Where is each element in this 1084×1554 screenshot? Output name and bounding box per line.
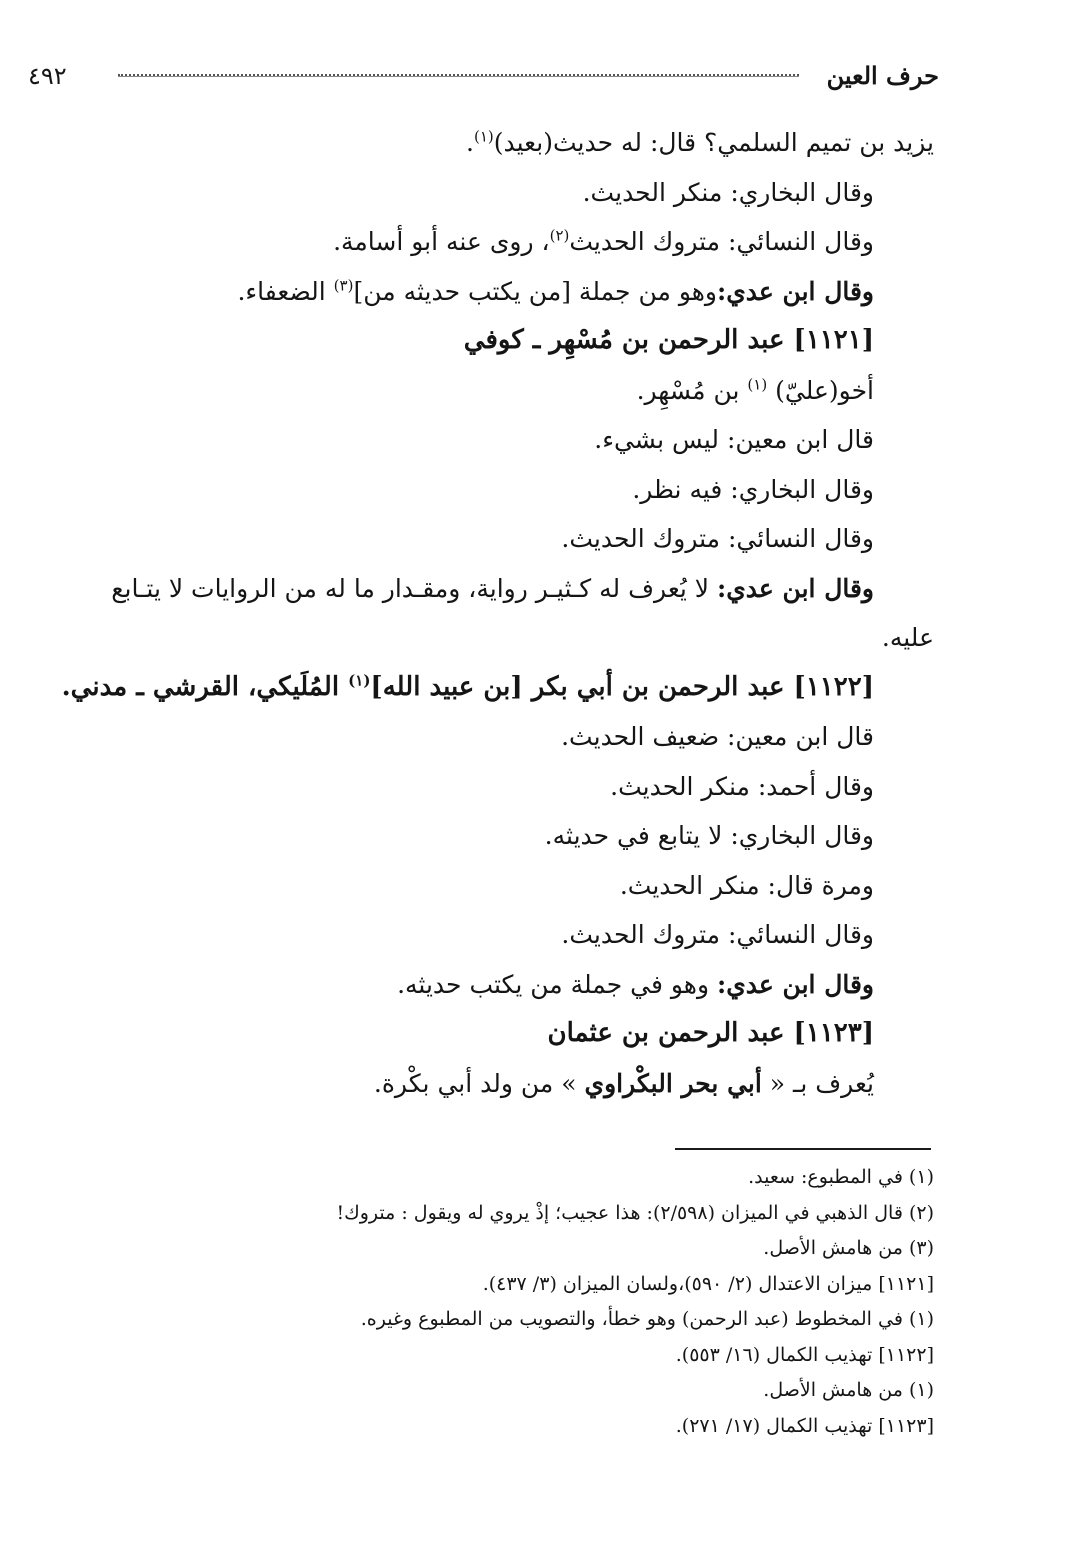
text-line xyxy=(54,811,934,861)
text-line xyxy=(54,910,934,960)
entry-heading-1123 xyxy=(54,1009,934,1059)
footnote: (٢) قال الذهبي في الميزان (٢/٥٩٨): هذا عجيب؛ إذْ يروي له ويقول : متروك! xyxy=(336,1201,934,1224)
line-text: وقال البخاري: منكر الحديث. xyxy=(582,177,874,207)
footnote-marker: (٢) xyxy=(549,226,570,245)
text-line xyxy=(54,514,934,564)
footnote: (١) في المطبوع: سعيد. xyxy=(748,1166,934,1188)
line-text: يُعرف بـ « xyxy=(761,1068,874,1098)
line-text: لا يُعرف له كـثيـر رواية، ومقـدار ما له من الروايات لا يتـابع xyxy=(111,573,718,603)
text-line xyxy=(54,415,934,465)
line-text: قال ابن معين: ضعيف الحديث. xyxy=(561,722,874,751)
footnote: (١) في المخطوط (عبد الرحمن) وهو خطأ، والتصويب من المطبوع وغيره. xyxy=(360,1308,934,1330)
line-text: وقال النسائي: متروك الحديث xyxy=(569,227,874,256)
line-text: بن مُسْهِر. xyxy=(636,375,748,405)
text-line xyxy=(54,118,934,168)
line-text: قال ابن معين: ليس بشيء. xyxy=(594,425,874,454)
line-text: يزيد بن تميم السلمي؟ قال: له حديث(بعيد) xyxy=(493,128,934,157)
footnote-marker: (١) xyxy=(348,670,371,689)
entry-heading-1122 xyxy=(54,663,934,713)
line-text: ، روى عنه أبو أسامة. xyxy=(333,227,550,256)
text-line xyxy=(54,712,934,762)
footnote-separator xyxy=(675,1148,931,1150)
footnote-marker: (٣) xyxy=(333,276,354,295)
text-line xyxy=(54,267,934,317)
line-text: أخو(عليّ) xyxy=(767,375,874,405)
footnote-marker: (١) xyxy=(747,375,768,394)
text-line xyxy=(54,366,934,416)
text-line xyxy=(54,465,934,515)
text-line xyxy=(54,1059,934,1109)
speaker-label: وقال ابن عدي: xyxy=(717,276,874,306)
footnote: (٣) من هامش الأصل. xyxy=(763,1237,934,1259)
entry-number: [١١٢٢] xyxy=(793,671,874,702)
line-text: عليه. xyxy=(881,623,934,652)
text-line xyxy=(54,762,934,812)
entry-name: عبد الرحمن بن أبي بكر [بن عبيد الله] xyxy=(370,671,794,702)
footnote: (١) من هامش الأصل. xyxy=(763,1379,934,1401)
line-text: وهو في جملة من يكتب حديثه. xyxy=(397,969,718,999)
header-rule xyxy=(118,74,799,77)
text-line xyxy=(54,861,934,911)
line-text: وهو من جملة [من يكتب حديثه من] xyxy=(353,276,718,306)
text-line xyxy=(54,168,934,218)
line-text: وقال النسائي: متروك الحديث. xyxy=(561,920,874,949)
footnote: [١١٢٢] تهذيب الكمال (١٦/ ٥٥٣). xyxy=(675,1343,934,1366)
nickname: أبي بحر البكْراوي xyxy=(584,1068,762,1098)
running-header xyxy=(28,58,939,98)
entry-number: [١١٢٣] xyxy=(793,1018,874,1048)
text-line xyxy=(54,960,934,1010)
text-line xyxy=(54,613,934,663)
footnotes xyxy=(54,1160,934,1444)
line-text: ومرة قال: منكر الحديث. xyxy=(619,870,874,900)
line-text: وقال أحمد: منكر الحديث. xyxy=(610,771,874,801)
entry-name: عبد الرحمن بن مُسْهِر ـ كوفي xyxy=(463,325,794,355)
line-text: الضعفاء. xyxy=(237,276,334,306)
footnote-marker: (١) xyxy=(473,127,494,146)
line-text: وقال البخاري: لا يتابع في حديثه. xyxy=(544,821,874,850)
page-number: ٤٩٢ xyxy=(28,62,67,90)
line-text: » من ولد أبي بكْرة. xyxy=(373,1068,585,1098)
text-line xyxy=(54,217,934,267)
line-text: وقال البخاري: فيه نظر. xyxy=(632,474,874,504)
line-text: . xyxy=(466,128,474,157)
main-text xyxy=(54,118,934,1108)
text-line xyxy=(54,564,934,614)
speaker-label: وقال ابن عدي: xyxy=(717,969,874,999)
chapter-title: حرف العين xyxy=(826,61,939,90)
footnote: [١١٢١] ميزان الاعتدال (٢/ ٥٩٠)،ولسان الميزان (٣/ ٤٣٧). xyxy=(482,1272,934,1295)
footnote: [١١٢٣] تهذيب الكمال (١٧/ ٢٧١). xyxy=(675,1414,934,1437)
entry-number: [١١٢١] xyxy=(793,325,874,355)
entry-name: عبد الرحمن بن عثمان xyxy=(547,1018,794,1048)
entry-name: المُلَيكي، القرشي ـ مدني. xyxy=(61,671,349,702)
speaker-label: وقال ابن عدي: xyxy=(717,573,874,603)
line-text: وقال النسائي: متروك الحديث. xyxy=(561,524,874,553)
entry-heading-1121 xyxy=(54,316,934,366)
